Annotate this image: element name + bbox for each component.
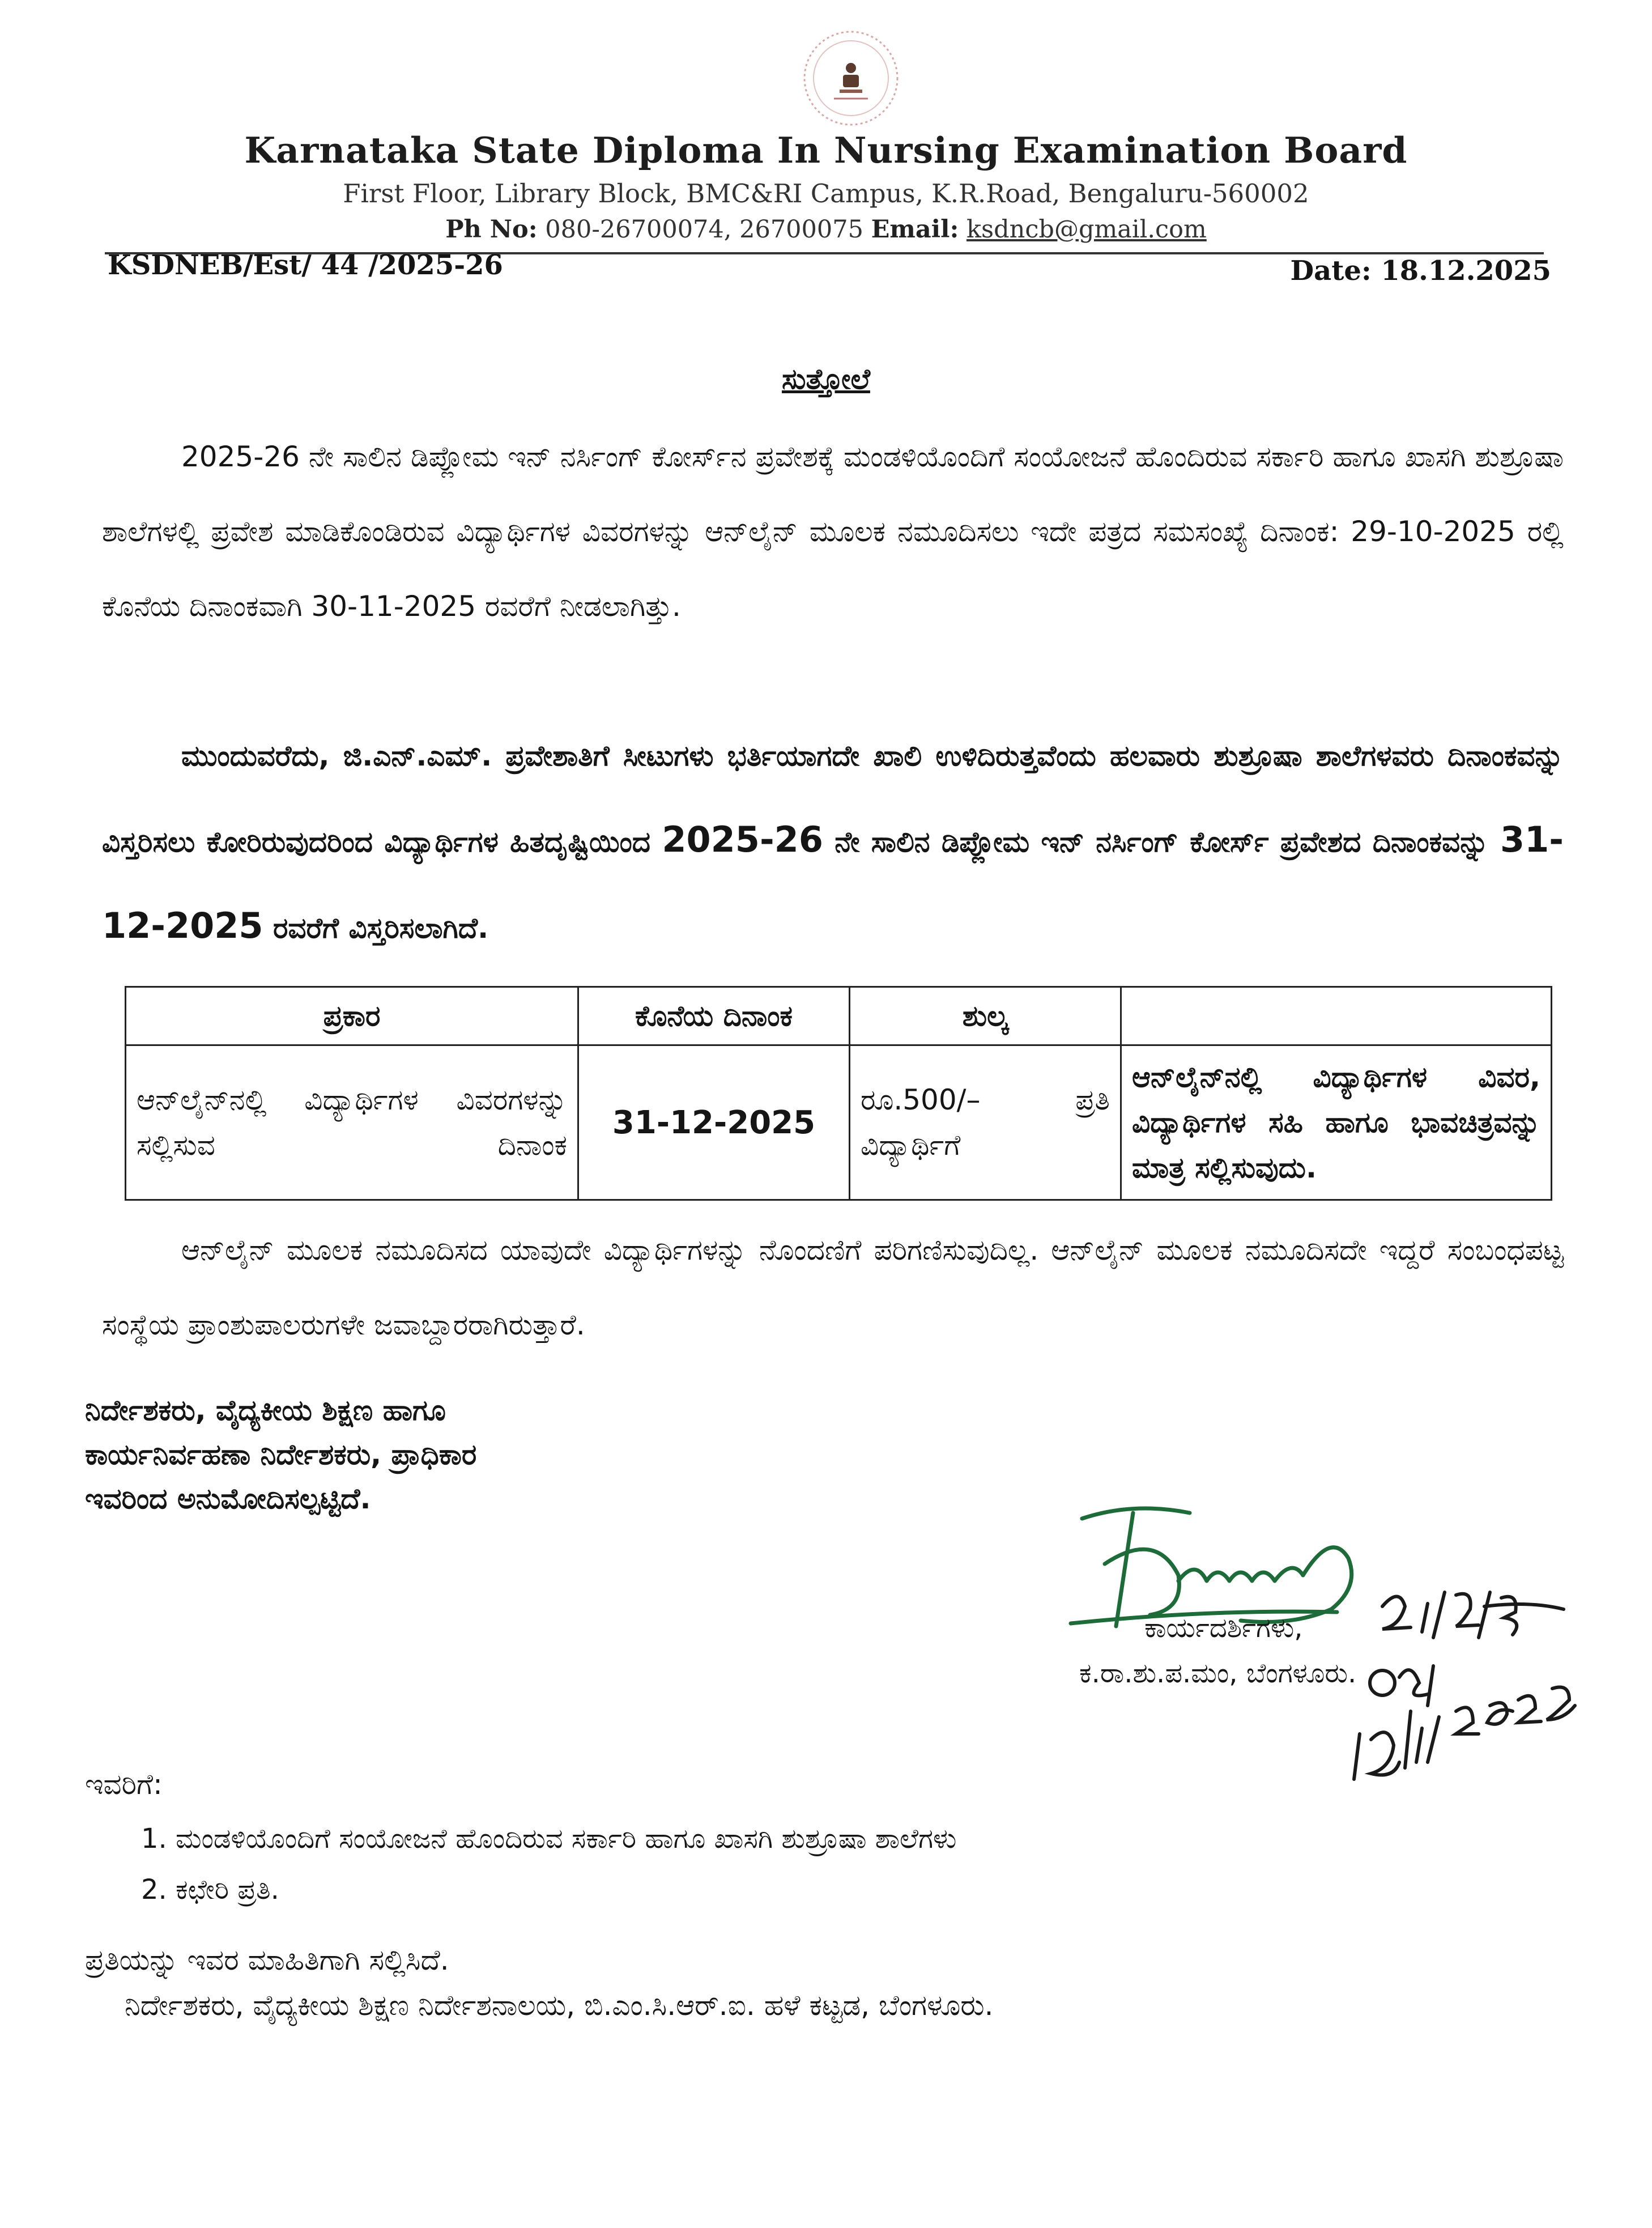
board-title: Karnataka State Diploma In Nursing Examination Board [244,129,1408,171]
board-address: First Floor, Library Block, BMC&RI Campus, K.R.Road, Bengaluru-560002 [343,178,1309,209]
signatory-title: ಕಾರ್ಯದರ್ಶಿಗಳು, [1144,1612,1303,1644]
phone-number: 080-26700074, 26700075 [545,215,863,244]
extended-date: 31-12-2025 [102,819,1564,946]
table-cell-note: ಆನ್‌ಲೈನ್‌ನಲ್ಲಿ ವಿದ್ಯಾರ್ಥಿಗಳ ವಿವರ, ವಿದ್ಯಾರ್ಥಿಗಳ ಸಹಿ ಹಾಗೂ ಭಾವಚಿತ್ರವನ್ನು ಮಾತ್ರ ಸಲ್ಲಿಸುವುದು. [1121,1045,1552,1200]
approval-line: ನಿರ್ದೇಶಕರು, ವೈದ್ಯಕೀಯ ಶಿಕ್ಷಣ ಹಾಗೂ [85,1394,446,1427]
recipients-list [119,1813,956,1915]
email-label: Email: [871,215,959,244]
table-header: ಶುಲ್ಕ [850,987,1121,1045]
recipients-label: ಇವರಿಗೆ: [85,1768,163,1801]
paragraph-2 [102,714,1564,970]
table-header [1121,987,1552,1045]
paragraph-3: ಆನ್‌ಲೈನ್ ಮೂಲಕ ನಮೂದಿಸದ ಯಾವುದೇ ವಿದ್ಯಾರ್ಥಿಗಳನ್ನು ನೊಂದಣಿಗೆ ಪರಿಗಣಿಸುವುದಿಲ್ಲ. ಆನ್‌ಲೈನ್ ಮೂಲಕ ನಮೂದಿಸದೇ ಇದ್ದರೆ ಸಂಬಂಧಪಟ್ಟ ಸಂಸ್ಥೆಯ ಪ್ರಾಂಶುಪಾಲರುಗಳೇ ಜವಾಬ್ದಾರರಾಗಿರುತ್ತಾರೆ. [102,1234,1564,1341]
table-header: ಕೊನೆಯ ದಿನಾಂಕ [578,987,850,1045]
submission-table [125,986,1552,1201]
state-emblem-icon [800,27,902,129]
table-cell-type: ಆನ್‌ಲೈನ್‌ನಲ್ಲಿ ವಿದ್ಯಾರ್ಥಿಗಳ ವಿವರಗಳನ್ನು ಸಲ್ಲಿಸುವ ದಿನಾಂಕ [126,1045,578,1200]
approval-block [85,1388,476,1521]
email-link[interactable]: ksdncb@gmail.com [966,215,1207,244]
circular-heading: ಸುತ್ತೋಲೆ [782,363,870,396]
table-cell-fee: ರೂ.500/– ಪ್ರತಿ ವಿದ್ಯಾರ್ಥಿಗೆ [850,1045,1121,1200]
approval-line: ಕಾರ್ಯನಿರ್ವಹಣಾ ನಿರ್ದೇಶಕರು, ಪ್ರಾಧಿಕಾರ [85,1438,477,1471]
list-item: 1. ಮಂಡಳಿಯೊಂದಿಗೆ ಸಂಯೋಜನೆ ಹೊಂದಿರುವ ಸರ್ಕಾರಿ ಹಾಗೂ ಖಾಸಗಿ ಶುಶ್ರೂಷಾ ಶಾಲೆಗಳು [176,1813,956,1864]
admission-year: 2025-26 [662,819,823,860]
table-header: ಪ್ರಕಾರ [126,987,578,1045]
signatory-organization: ಕ.ರಾ.ಶು.ಪ.ಮಂ, ಬೆಂಗಳೂರು. [1079,1657,1357,1689]
paragraph-1: 2025-26 ನೇ ಸಾಲಿನ ಡಿಪ್ಲೋಮ ಇನ್ ನರ್ಸಿಂಗ್ ಕೋರ್ಸ್‌ನ ಪ್ರವೇಶಕ್ಕೆ ಮಂಡಳಿಯೊಂದಿಗೆ ಸಂಯೋಜನೆ ಹೊಂದಿರುವ ಸರ್ಕಾರಿ ಹಾಗೂ ಖಾಸಗಿ ಶುಶ್ರೂಷಾ ಶಾಲೆಗಳಲ್ಲಿ ಪ್ರವೇಶ ಮಾಡಿಕೊಂಡಿರುವ ವಿದ್ಯಾರ್ಥಿಗಳ ವಿವರಗಳನ್ನು ಆನ್‌ಲೈನ್ ಮೂಲಕ ನಮೂದಿಸಲು ಇದೇ ಪತ್ರದ ಸಮಸಂಖ್ಯೆ ದಿನಾಂಕ: 29-10-2025 ರಲ್ಲಿ ಕೊನೆಯ ದಿನಾಂಕವಾಗಿ 30-11-2025 ರವರೆಗೆ ನೀಡಲಾಗಿತ್ತು. [102,440,1564,623]
copy-label: ಪ್ರತಿಯನ್ನು ಇವರ ಮಾಹಿತಿಗಾಗಿ ಸಲ್ಲಿಸಿದೆ. [85,1944,449,1976]
table-cell-last-date: 31-12-2025 [578,1045,850,1200]
signature-icon [1065,1496,1632,1813]
paragraph-2-text-c: ರವರೆಗೆ ವಿಸ್ತರಿಸಲಾಗಿದೆ. [273,912,489,945]
table-row [126,1045,1552,1200]
paragraph-2-text-b: ನೇ ಸಾಲಿನ ಡಿಪ್ಲೋಮ ಇನ್ ನರ್ಸಿಂಗ್ ಕೋರ್ಸ್ ಪ್ರವೇಶದ ದಿನಾಂಕವನ್ನು [834,826,1489,858]
reference-number: KSDNEB/Est/ 44 /2025-26 [108,249,503,281]
paragraph-2-text-a: ಮುಂದುವರೆದು, ಜಿ.ಎನ್.ಎಮ್. ಪ್ರವೇಶಾತಿಗೆ ಸೀಟುಗಳು ಭರ್ತಿಯಾಗದೇ ಖಾಲಿ ಉಳಿದಿರುತ್ತವೆಂದು ಹಲವಾರು ಶುಶ್ರೂಷಾ ಶಾಲೆಗಳವರು ದಿನಾಂಕವನ್ನು ವಿಸ್ತರಿಸಲು ಕೋರಿರುವುದರಿಂದ ವಿದ್ಯಾರ್ಥಿಗಳ ಹಿತದೃಷ್ಟಿಯಿಂದ [102,739,1564,858]
phone-label: Ph No: [445,215,538,244]
list-item: 2. ಕಛೇರಿ ಪ್ರತಿ. [176,1864,956,1915]
board-contact [0,215,1652,244]
table-header-row [126,987,1552,1045]
approval-line: ಇವರಿಂದ ಅನುಮೋದಿಸಲ್ಪಟ್ಟಿದೆ. [85,1482,371,1515]
letter-date: Date: 18.12.2025 [1290,255,1551,287]
copy-recipient: ನಿರ್ದೇಶಕರು, ವೈದ್ಯಕೀಯ ಶಿಕ್ಷಣ ನಿರ್ದೇಶನಾಲಯ, ಬಿ.ಎಂ.ಸಿ.ಆರ್.ಐ. ಹಳೆ ಕಟ್ಟಡ, ಬೆಂಗಳೂರು. [125,1989,994,2022]
